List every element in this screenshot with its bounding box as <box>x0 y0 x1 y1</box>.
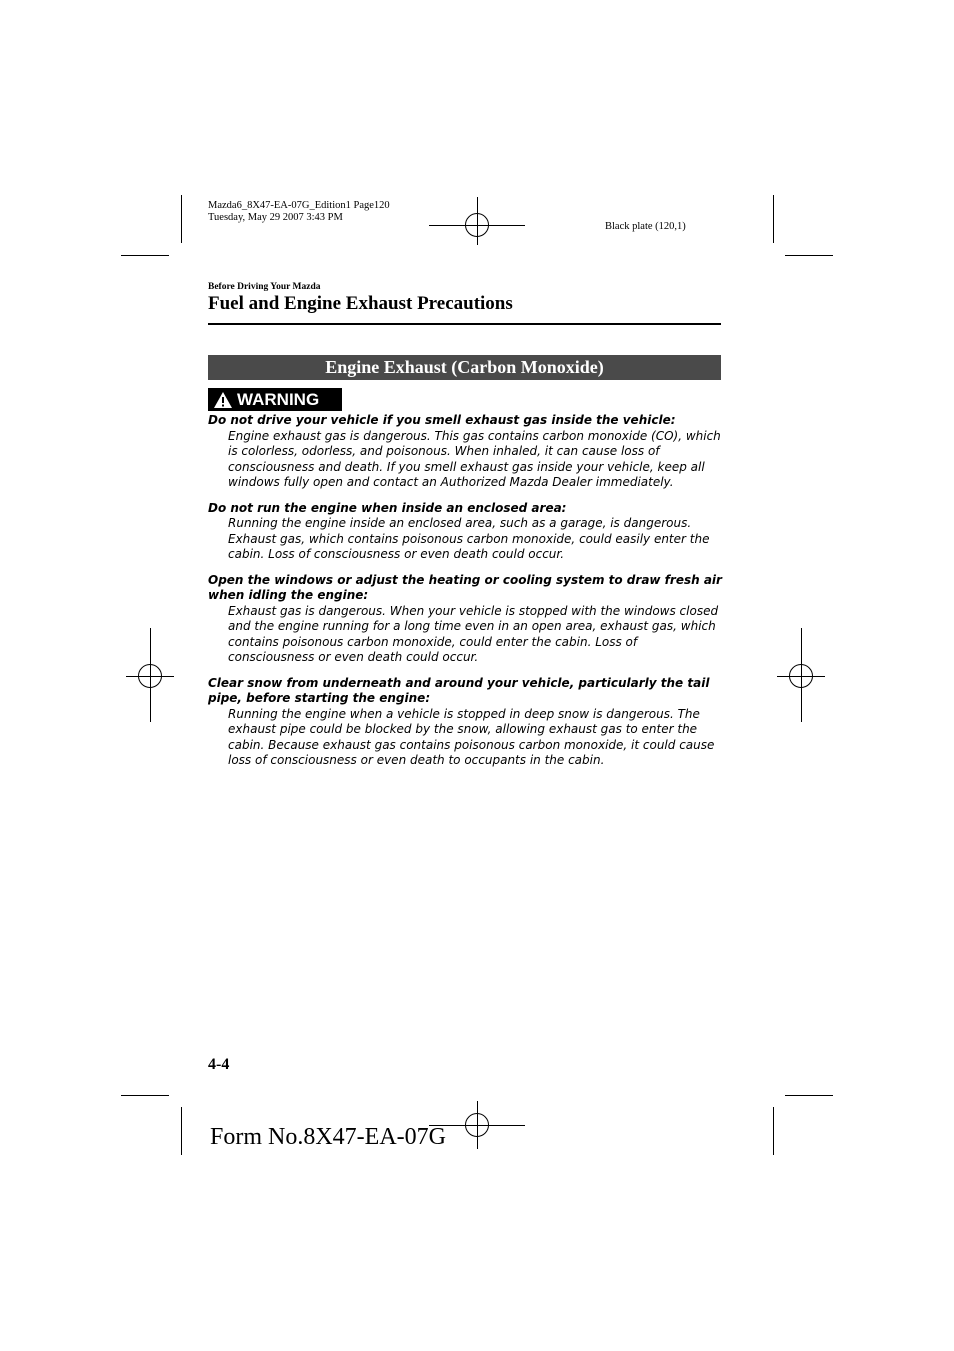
print-header-line2: Tuesday, May 29 2007 3:43 PM <box>208 212 343 223</box>
section-small-title: Before Driving Your Mazda <box>208 282 321 292</box>
warning-item <box>208 501 723 563</box>
registration-target-icon <box>138 664 162 688</box>
print-header-meta <box>208 200 390 224</box>
warning-content <box>208 413 723 779</box>
plate-label: Black plate (120,1) <box>605 221 686 232</box>
warning-item <box>208 676 723 769</box>
subsection-banner: Engine Exhaust (Carbon Monoxide) <box>208 355 721 380</box>
registration-target-icon <box>789 664 813 688</box>
warning-item-body: Running the engine inside an enclosed area, such as a garage, is dangerous. Exhaust gas, which contains poisonous carbon monoxide, could easily enter the cabin. Loss of consciousness or even death could occur. <box>228 516 710 561</box>
title-divider <box>208 323 721 325</box>
warning-item-body: Exhaust gas is dangerous. When your vehicle is stopped with the windows closed and the engine running for a long time even in an open area, exhaust gas, which contains poisonous carbon monoxide, could enter the cabin. Loss of consciousness or even death could occur. <box>228 603 719 664</box>
form-number: Form No.8X47-EA-07G <box>210 1124 446 1150</box>
page-title: Fuel and Engine Exhaust Precautions <box>208 293 513 314</box>
warning-item-heading: Open the windows or adjust the heating or cooling system to draw fresh air when idling the engine: <box>208 572 722 602</box>
warning-text: WARNING <box>237 389 320 409</box>
registration-target-icon <box>465 213 489 237</box>
warning-item-body: Running the engine when a vehicle is stopped in deep snow is dangerous. The exhaust pipe could be blocked by the snow, allowing exhaust gas to enter the cabin. Because exhaust gas contains poisonous carbon monoxide, it could cause loss of consciousness or even death to occupants in the cabin. <box>228 706 715 767</box>
warning-item-heading: Do not drive your vehicle if you smell exhaust gas inside the vehicle: <box>208 413 676 427</box>
warning-item <box>208 413 723 491</box>
warning-item-body: Engine exhaust gas is dangerous. This gas contains carbon monoxide (CO), which is colorless, odorless, and poisonous. When inhaled, it can cause loss of consciousness and death. If you smell exhaust gas inside your vehicle, keep all windows fully open and contact an Authorized Mazda Dealer immediately. <box>228 428 721 489</box>
registration-target-icon <box>465 1113 489 1137</box>
print-header-line1: Mazda6_8X47-EA-07G_Edition1 Page120 <box>208 200 390 211</box>
page-number: 4-4 <box>208 1056 230 1073</box>
warning-item <box>208 573 723 666</box>
warning-item-heading: Do not run the engine when inside an enclosed area: <box>208 500 567 515</box>
warning-label <box>208 388 342 411</box>
warning-triangle-icon <box>213 391 233 409</box>
warning-item-heading: Clear snow from underneath and around your vehicle, particularly the tail pipe, before starting the engine: <box>208 675 710 705</box>
